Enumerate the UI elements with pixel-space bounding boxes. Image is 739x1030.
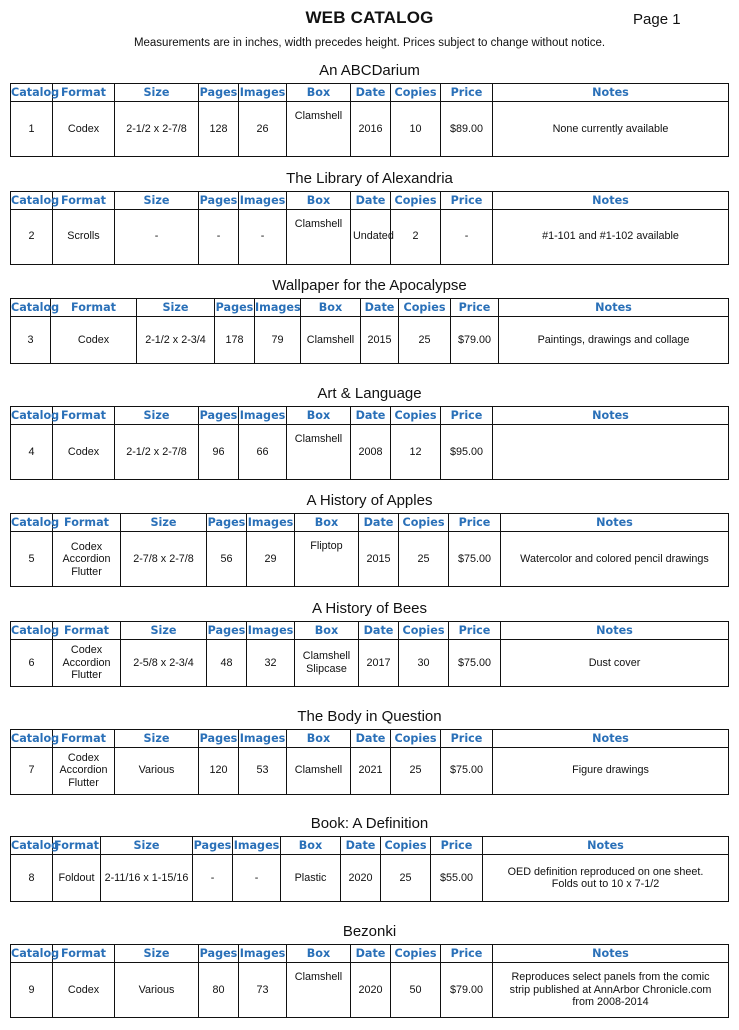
column-header-price: Price [441, 191, 493, 209]
copies-cell: 30 [399, 639, 449, 686]
column-header-format: Format [53, 729, 115, 747]
entry-title: The Library of Alexandria [286, 169, 453, 187]
size-cell: 2-1/2 x 2-7/8 [115, 424, 199, 479]
column-header-images: Images [239, 944, 287, 962]
column-header-format: Format [53, 621, 121, 639]
column-header-notes: Notes [493, 406, 729, 424]
format-cell [53, 855, 101, 902]
column-header-price: Price [451, 299, 499, 317]
box-cell [287, 747, 351, 794]
column-header-size: Size [121, 514, 207, 532]
format-cell-line: Flutter [71, 565, 102, 578]
column-header-date: Date [341, 837, 381, 855]
entry-table [10, 729, 729, 795]
column-header-copies: Copies [391, 944, 441, 962]
table-header-row [11, 406, 729, 424]
pages-cell: 48 [207, 639, 247, 686]
images-cell: 26 [239, 102, 287, 157]
notes-cell-line: Reproduces select panels from the comic [511, 971, 710, 983]
notes-cell-line: Folds out to 10 x 7-1/2 [551, 878, 660, 891]
format-cell [53, 532, 121, 587]
format-cell [51, 317, 137, 364]
format-cell [53, 962, 115, 1017]
column-header-pages: Pages [199, 191, 239, 209]
price-cell: $55.00 [431, 855, 483, 902]
date-cell: 2008 [351, 424, 391, 479]
table-header-row [11, 729, 729, 747]
column-header-date: Date [359, 621, 399, 639]
catalog-entry [0, 815, 739, 923]
pages-cell: 80 [199, 962, 239, 1017]
format-cell [53, 209, 115, 264]
date-cell: 2021 [351, 747, 391, 794]
table-row [11, 209, 729, 264]
column-header-catalog: Catalog [11, 406, 53, 424]
column-header-size: Size [115, 406, 199, 424]
date-cell: 2017 [359, 639, 399, 686]
copies-cell: 10 [391, 102, 441, 157]
format-cell [53, 424, 115, 479]
notes-cell [493, 962, 729, 1017]
box-cell [281, 855, 341, 902]
notes-cell-line: OED definition reproduced on one sheet. [507, 865, 704, 878]
table-row [11, 102, 729, 157]
box-cell [287, 424, 351, 479]
notes-cell [493, 209, 729, 264]
box-cell [287, 209, 351, 264]
format-cell-line: Codex [70, 644, 103, 657]
table-row [11, 855, 729, 902]
column-header-date: Date [359, 514, 399, 532]
format-cell-line: Flutter [68, 776, 99, 789]
format-cell [53, 102, 115, 157]
column-header-box: Box [287, 944, 351, 962]
size-cell: 2-7/8 x 2-7/8 [121, 532, 207, 587]
notes-cell-line: None currently available [552, 122, 669, 135]
date-cell: Undated [351, 209, 391, 264]
pages-cell: - [193, 855, 233, 902]
column-header-format: Format [53, 84, 115, 102]
format-cell-line: Codex [77, 333, 110, 346]
price-cell: - [441, 209, 493, 264]
column-header-pages: Pages [193, 837, 233, 855]
notes-cell-line: Watercolor and colored pencil drawings [520, 553, 709, 566]
column-header-format: Format [53, 837, 101, 855]
pages-cell: 120 [199, 747, 239, 794]
column-header-box: Box [287, 84, 351, 102]
catalog-cell: 5 [11, 532, 53, 587]
catalog-entry [0, 708, 739, 816]
column-header-date: Date [351, 406, 391, 424]
notes-cell-line: strip published at AnnArbor Chronicle.com [509, 983, 712, 996]
column-header-date: Date [361, 299, 399, 317]
catalog-cell: 2 [11, 209, 53, 264]
images-cell: 66 [239, 424, 287, 479]
column-header-box: Box [295, 621, 359, 639]
date-cell: 2015 [361, 317, 399, 364]
column-header-box: Box [301, 299, 361, 317]
column-header-size: Size [115, 944, 199, 962]
column-header-format: Format [51, 299, 137, 317]
column-header-copies: Copies [391, 406, 441, 424]
catalog-cell: 9 [11, 962, 53, 1017]
copies-cell: 25 [391, 747, 441, 794]
notes-cell-line: Paintings, drawings and collage [537, 333, 690, 346]
column-header-size: Size [115, 84, 199, 102]
column-header-images: Images [239, 406, 287, 424]
column-header-size: Size [121, 621, 207, 639]
notes-cell [493, 747, 729, 794]
column-header-pages: Pages [199, 729, 239, 747]
column-header-copies: Copies [399, 514, 449, 532]
column-header-box: Box [281, 837, 341, 855]
column-header-catalog: Catalog [11, 729, 53, 747]
page-number: Page 1 [633, 11, 681, 28]
entry-title: Book: A Definition [310, 815, 429, 833]
table-row [11, 639, 729, 686]
copies-cell: 50 [391, 962, 441, 1017]
box-cell [287, 102, 351, 157]
box-cell-line: Clamshell [294, 432, 343, 445]
column-header-copies: Copies [391, 191, 441, 209]
catalog-entry [0, 600, 739, 708]
column-header-size: Size [101, 837, 193, 855]
column-header-date: Date [351, 729, 391, 747]
entry-table [10, 406, 729, 480]
column-header-catalog: Catalog [11, 84, 53, 102]
column-header-notes: Notes [501, 514, 729, 532]
entry-title: A History of Bees [311, 599, 428, 617]
catalog-entry [0, 923, 739, 1030]
column-header-pages: Pages [207, 621, 247, 639]
price-cell: $75.00 [441, 747, 493, 794]
entry-table [10, 83, 729, 157]
column-header-notes: Notes [501, 621, 729, 639]
copies-cell: 25 [399, 532, 449, 587]
column-header-size: Size [115, 191, 199, 209]
column-header-date: Date [351, 944, 391, 962]
copies-cell: 25 [399, 317, 451, 364]
table-row [11, 962, 729, 1017]
box-cell [295, 532, 359, 587]
size-cell: Various [115, 747, 199, 794]
table-header-row [11, 944, 729, 962]
images-cell: 29 [247, 532, 295, 587]
column-header-pages: Pages [199, 944, 239, 962]
column-header-pages: Pages [215, 299, 255, 317]
notes-cell-line: Dust cover [588, 656, 641, 669]
box-cell [301, 317, 361, 364]
column-header-notes: Notes [493, 944, 729, 962]
box-cell-line: Plastic [294, 871, 327, 884]
column-header-images: Images [247, 621, 295, 639]
images-cell: 79 [255, 317, 301, 364]
table-header-row [11, 514, 729, 532]
box-cell [295, 639, 359, 686]
column-header-pages: Pages [199, 406, 239, 424]
catalog-entry [0, 62, 739, 170]
format-cell-line: Flutter [71, 669, 102, 682]
column-header-price: Price [441, 84, 493, 102]
column-header-catalog: Catalog [11, 299, 51, 317]
box-cell-line: Slipcase [306, 662, 347, 675]
images-cell: - [239, 209, 287, 264]
column-header-date: Date [351, 191, 391, 209]
box-cell-line: Clamshell [302, 650, 351, 663]
column-header-images: Images [239, 191, 287, 209]
catalog-cell: 3 [11, 317, 51, 364]
entry-title: The Body in Question [297, 707, 442, 725]
column-header-price: Price [441, 406, 493, 424]
column-header-pages: Pages [199, 84, 239, 102]
price-cell: $75.00 [449, 532, 501, 587]
format-cell-line: Codex [70, 540, 103, 553]
column-header-box: Box [287, 729, 351, 747]
pages-cell: 128 [199, 102, 239, 157]
column-header-catalog: Catalog [11, 191, 53, 209]
catalog-header [0, 0, 739, 60]
entry-title: Bezonki [342, 922, 397, 940]
entry-table [10, 836, 729, 902]
notes-cell [483, 855, 729, 902]
catalog-sections [0, 62, 739, 1030]
catalog-entry [0, 170, 739, 278]
format-cell-line: Scrolls [67, 230, 100, 243]
column-header-date: Date [351, 84, 391, 102]
column-header-pages: Pages [207, 514, 247, 532]
box-cell-line: Clamshell [294, 970, 343, 983]
catalog-cell: 6 [11, 639, 53, 686]
column-header-format: Format [53, 944, 115, 962]
catalog-entry [0, 385, 739, 493]
column-header-price: Price [449, 514, 501, 532]
images-cell: 32 [247, 639, 295, 686]
table-row [11, 532, 729, 587]
box-cell-line: Clamshell [306, 333, 355, 346]
column-header-price: Price [431, 837, 483, 855]
catalog-cell: 7 [11, 747, 53, 794]
column-header-catalog: Catalog [11, 621, 53, 639]
column-header-images: Images [247, 514, 295, 532]
column-header-box: Box [287, 191, 351, 209]
box-cell [287, 962, 351, 1017]
table-header-row [11, 299, 729, 317]
catalog-entry [0, 277, 739, 385]
column-header-size: Size [115, 729, 199, 747]
column-header-notes: Notes [493, 84, 729, 102]
box-cell-line: Fliptop [310, 540, 343, 553]
format-cell [53, 639, 121, 686]
pages-cell: - [199, 209, 239, 264]
column-header-images: Images [255, 299, 301, 317]
pages-cell: 96 [199, 424, 239, 479]
size-cell: 2-1/2 x 2-7/8 [115, 102, 199, 157]
price-cell: $79.00 [441, 962, 493, 1017]
column-header-images: Images [239, 84, 287, 102]
table-header-row [11, 191, 729, 209]
column-header-format: Format [53, 191, 115, 209]
pages-cell: 178 [215, 317, 255, 364]
format-cell-line: Codex [67, 445, 100, 458]
column-header-catalog: Catalog [11, 837, 53, 855]
table-row [11, 424, 729, 479]
column-header-format: Format [53, 406, 115, 424]
column-header-notes: Notes [499, 299, 729, 317]
notes-cell [493, 102, 729, 157]
format-cell-line: Accordion [59, 764, 108, 777]
column-header-price: Price [449, 621, 501, 639]
size-cell: 2-11/16 x 1-15/16 [101, 855, 193, 902]
price-cell: $89.00 [441, 102, 493, 157]
pages-cell: 56 [207, 532, 247, 587]
notes-cell [501, 639, 729, 686]
table-header-row [11, 621, 729, 639]
images-cell: - [233, 855, 281, 902]
table-row [11, 317, 729, 364]
format-cell-line: Accordion [62, 656, 111, 669]
format-cell-line: Codex [67, 122, 100, 135]
price-cell: $79.00 [451, 317, 499, 364]
size-cell: 2-5/8 x 2-3/4 [121, 639, 207, 686]
copies-cell: 2 [391, 209, 441, 264]
copies-cell: 12 [391, 424, 441, 479]
date-cell: 2020 [341, 855, 381, 902]
price-cell: $75.00 [449, 639, 501, 686]
column-header-price: Price [441, 944, 493, 962]
table-header-row [11, 837, 729, 855]
entry-table [10, 298, 729, 364]
entry-table [10, 513, 729, 587]
catalog-cell: 1 [11, 102, 53, 157]
entry-table [10, 944, 729, 1018]
images-cell: 53 [239, 747, 287, 794]
box-cell-line: Clamshell [294, 217, 343, 230]
table-row [11, 747, 729, 794]
column-header-copies: Copies [391, 729, 441, 747]
notes-cell-line: from 2008-2014 [572, 996, 649, 1008]
size-cell: 2-1/2 x 2-3/4 [137, 317, 215, 364]
column-header-notes: Notes [493, 191, 729, 209]
catalog-entry [0, 492, 739, 600]
copies-cell: 25 [381, 855, 431, 902]
entry-table [10, 191, 729, 265]
size-cell: Various [115, 962, 199, 1017]
column-header-box: Box [287, 406, 351, 424]
images-cell: 73 [239, 962, 287, 1017]
column-header-box: Box [295, 514, 359, 532]
notes-cell [501, 532, 729, 587]
column-header-copies: Copies [381, 837, 431, 855]
notes-cell-line: Figure drawings [572, 764, 649, 777]
column-header-images: Images [239, 729, 287, 747]
format-cell-line: Accordion [62, 553, 111, 566]
box-cell-line: Clamshell [294, 764, 343, 777]
entry-title: Art & Language [317, 384, 422, 402]
box-cell-line: Clamshell [294, 110, 343, 122]
column-header-copies: Copies [399, 299, 451, 317]
catalog-cell: 8 [11, 855, 53, 902]
format-cell [53, 747, 115, 794]
table-header-row [11, 84, 729, 102]
catalog-subtitle: Measurements are in inches, width precedes height. Prices subject to change without notice. [133, 37, 606, 49]
column-header-size: Size [137, 299, 215, 317]
entry-title: Wallpaper for the Apocalypse [272, 277, 467, 295]
column-header-catalog: Catalog [11, 514, 53, 532]
entry-title: A History of Apples [306, 492, 433, 510]
notes-cell [493, 424, 729, 479]
format-cell-line: Codex [67, 751, 100, 764]
entry-title: An ABCDarium [319, 62, 420, 79]
column-header-images: Images [233, 837, 281, 855]
notes-cell-line: #1-101 and #1-102 available [542, 230, 679, 243]
format-cell-line: Foldout [58, 871, 95, 884]
date-cell: 2020 [351, 962, 391, 1017]
size-cell: - [115, 209, 199, 264]
format-cell-line: Codex [67, 983, 100, 996]
column-header-copies: Copies [399, 621, 449, 639]
column-header-copies: Copies [391, 84, 441, 102]
catalog-cell: 4 [11, 424, 53, 479]
date-cell: 2016 [351, 102, 391, 157]
column-header-format: Format [53, 514, 121, 532]
column-header-notes: Notes [483, 837, 729, 855]
notes-cell [499, 317, 729, 364]
page-title: WEB CATALOG [305, 8, 434, 27]
column-header-catalog: Catalog [11, 944, 53, 962]
column-header-price: Price [441, 729, 493, 747]
entry-table [10, 621, 729, 687]
date-cell: 2015 [359, 532, 399, 587]
price-cell: $95.00 [441, 424, 493, 479]
column-header-notes: Notes [493, 729, 729, 747]
